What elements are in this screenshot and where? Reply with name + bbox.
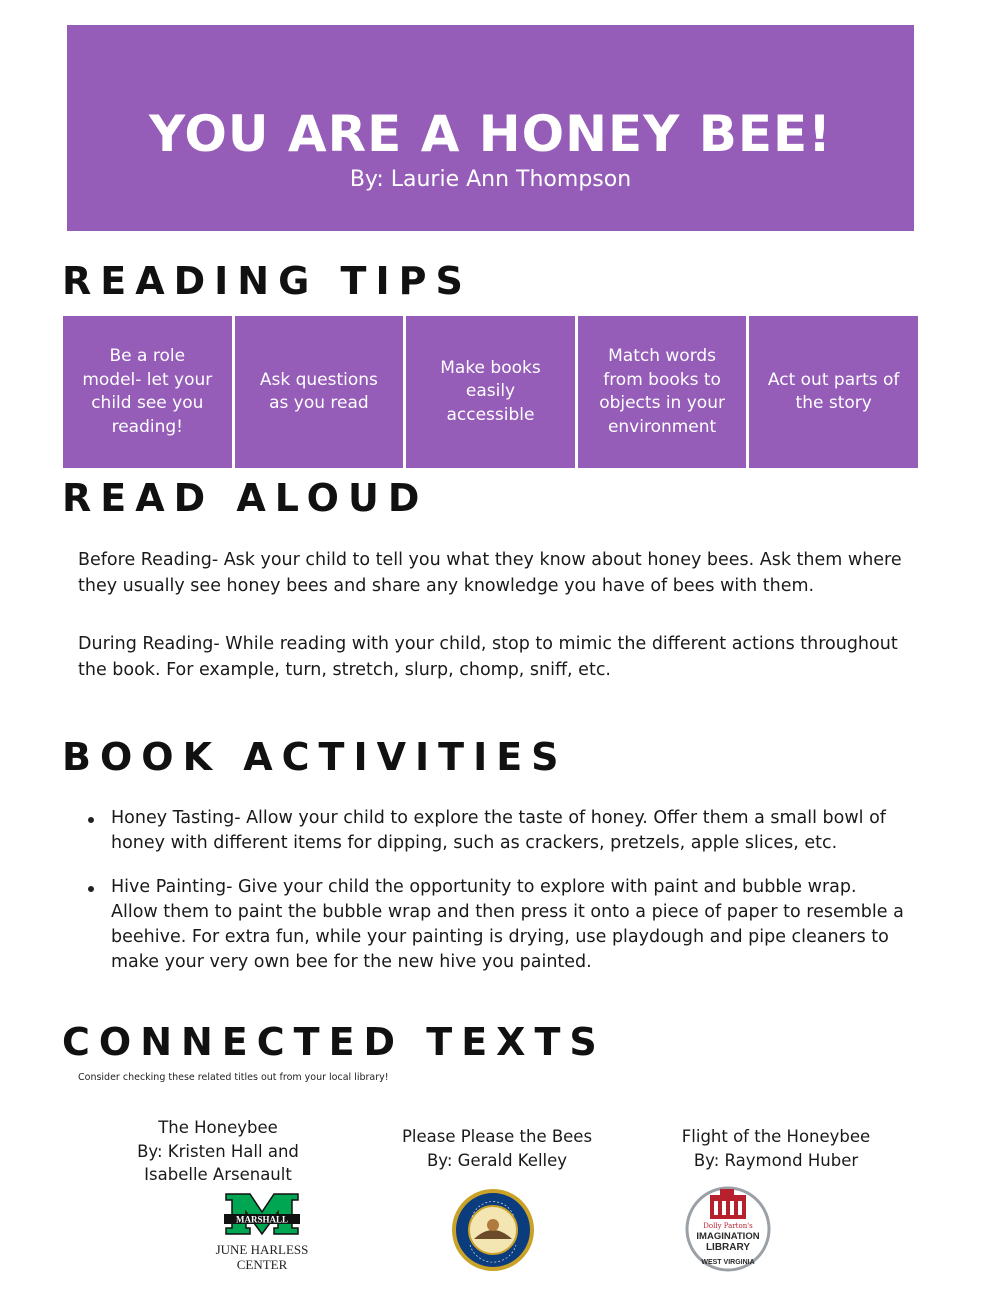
list-item — [84, 875, 904, 975]
library-note: Consider checking these related titles out from your local library! — [78, 1072, 389, 1083]
title-banner — [67, 25, 914, 231]
bullet-icon — [88, 817, 94, 823]
svg-text:JUNE HARLESS: JUNE HARLESS — [215, 1242, 309, 1257]
marshall-logo-icon — [212, 1190, 312, 1275]
marshall-june-harless-logo — [212, 1190, 312, 1275]
activity-text: Honey Tasting- Allow your child to explore the taste of honey. Offer them a small bowl of honey with different items for dipping, such as crackers, pretzels, apple slices, etc. — [111, 808, 886, 853]
book-author: By: Raymond Huber — [693, 1150, 859, 1170]
page-author: By: Laurie Ann Thompson — [349, 167, 632, 192]
svg-text:WEST VIRGINIA: WEST VIRGINIA — [701, 1259, 755, 1266]
library-logo-icon — [684, 1185, 772, 1277]
tip-card: Ask questions as you read — [235, 316, 404, 468]
wv-education-seal — [450, 1187, 536, 1273]
read-aloud-heading: READ ALOUD — [62, 476, 429, 520]
svg-text:CENTER: CENTER — [236, 1257, 288, 1272]
seal-icon — [450, 1187, 536, 1273]
activity-text: Hive Painting- Give your child the opportunity to explore with paint and bubble wrap. Allow them to paint the bubble wrap and then press it onto a piece of paper to resemble a beehive. For extra fun, while your painting is drying, use playdough and pipe cleaners to make your very own bee for the new hive you painted. — [111, 877, 904, 972]
tip-card: Match words from books to objects in your environment — [578, 316, 747, 468]
during-reading-text: During Reading- While reading with your child, stop to mimic the different actions throughout the book. For example, turn, stretch, slurp, chomp, sniff, etc. — [78, 634, 898, 680]
bullet-icon — [88, 886, 94, 892]
tip-card: Be a role model- let your child see you reading! — [63, 316, 232, 468]
tip-card: Make books easily accessible — [406, 316, 575, 468]
svg-text:IMAGINATION: IMAGINATION — [696, 1231, 760, 1242]
book-title: The Honeybee — [158, 1118, 278, 1137]
reading-tips-row — [63, 316, 918, 468]
activities-list — [84, 806, 904, 975]
book-entry — [666, 1125, 886, 1172]
svg-text:Dolly Parton's: Dolly Parton's — [703, 1222, 753, 1230]
book-author: By: Kristen Hall and Isabelle Arsenault — [137, 1141, 299, 1184]
book-title: Flight of the Honeybee — [681, 1127, 871, 1146]
book-entry — [118, 1116, 318, 1187]
book-activities-heading: BOOK ACTIVITIES — [62, 735, 568, 779]
book-entry — [387, 1125, 607, 1172]
book-author: By: Gerald Kelley — [426, 1150, 568, 1170]
tip-card: Act out parts of the story — [749, 316, 918, 468]
reading-tips-heading: READING TIPS — [62, 259, 472, 303]
svg-text:MARSHALL: MARSHALL — [235, 1214, 289, 1225]
page-title: YOU ARE A HONEY BEE! — [149, 105, 832, 163]
list-item — [84, 806, 904, 856]
svg-text:LIBRARY: LIBRARY — [705, 1242, 751, 1253]
connected-texts-heading: CONNECTED TEXTS — [62, 1020, 606, 1064]
before-reading-text: Before Reading- Ask your child to tell you what they know about honey bees. Ask them where they usually see honey bees and share any knowledge you have of bees with them. — [78, 550, 902, 596]
book-title: Please Please the Bees — [401, 1127, 593, 1146]
imagination-library-logo — [684, 1185, 772, 1277]
